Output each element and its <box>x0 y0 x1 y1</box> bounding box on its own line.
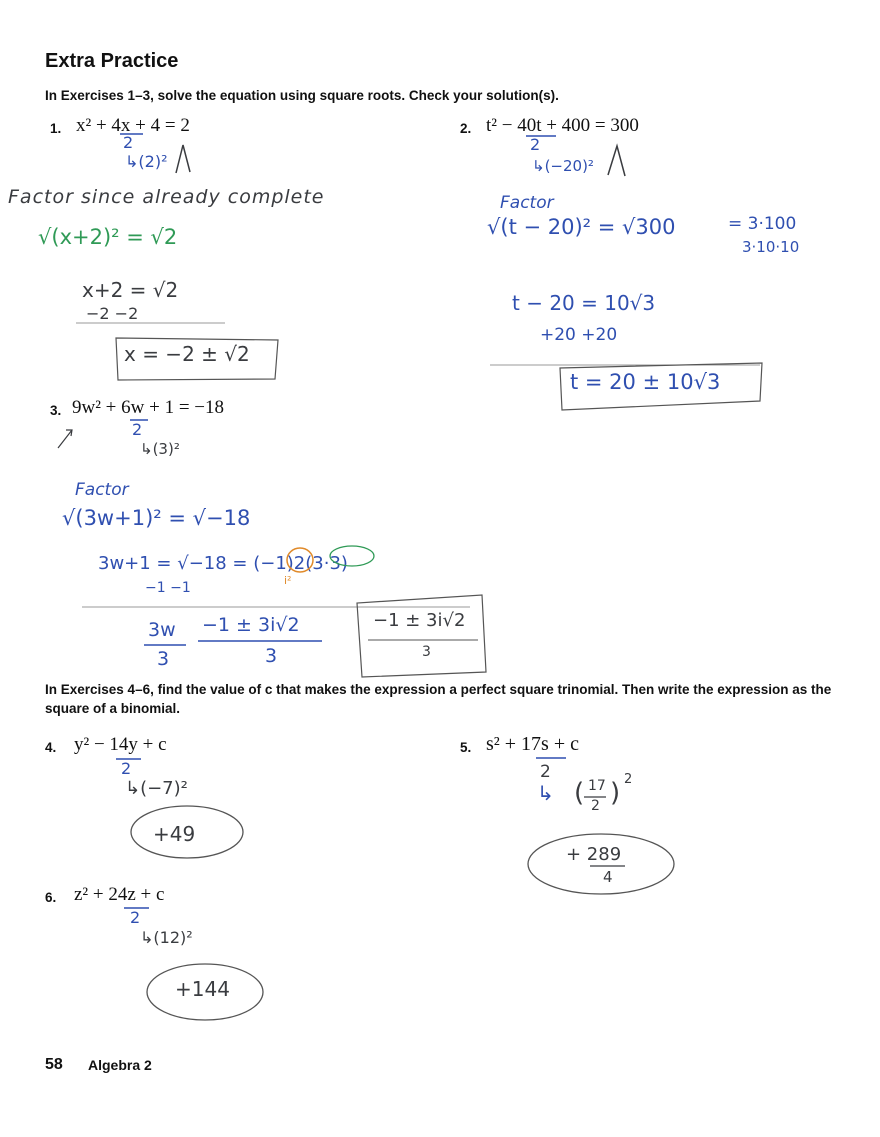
p2-side2: 3·10·10 <box>742 238 800 256</box>
problem-6-expression: z² + 24z + c <box>74 884 165 905</box>
p1-step2: x+2 = √2 <box>82 278 179 302</box>
p2-step2: t − 20 = 10√3 <box>512 291 656 315</box>
problem-number-6: 6. <box>45 890 57 905</box>
p5-paren-close: ) <box>610 778 621 808</box>
p3-half: 2 <box>132 420 143 439</box>
p3-answer-num: −1 ± 3i√2 <box>373 610 466 631</box>
p3-frac-rhs-den: 3 <box>265 645 278 667</box>
p5-arrow-icon: ↳ <box>537 781 554 805</box>
book-title: Algebra 2 <box>88 1057 152 1073</box>
p5-square-den: 2 <box>591 798 600 814</box>
p6-answer: +144 <box>175 977 230 1001</box>
problem-number-3: 3. <box>50 403 62 418</box>
p2-square: ↳(−20)² <box>532 157 594 175</box>
p6-answer-circle <box>147 964 263 1020</box>
p3-frac-lhs-num: 3w <box>148 619 176 641</box>
p1-answer-box <box>116 338 278 380</box>
p3-answer-den: 3 <box>422 644 431 660</box>
p3-step3: −1 −1 <box>145 580 191 596</box>
p3-frac-rhs-num: −1 ± 3i√2 <box>202 614 300 636</box>
p5-half: 2 <box>540 762 551 782</box>
p5-exponent: 2 <box>624 772 633 787</box>
problem-number-2: 2. <box>460 121 472 136</box>
p1-step3: −2 −2 <box>86 304 139 323</box>
p6-square: ↳(12)² <box>140 928 193 947</box>
p2-step3: +20 +20 <box>540 325 618 345</box>
p5-answer-num: + 289 <box>566 844 622 865</box>
p1-half: 2 <box>123 133 134 152</box>
p4-half: 2 <box>121 759 132 778</box>
p4-square: ↳(−7)² <box>125 778 188 799</box>
p3-step1: √(3w+1)² = √−18 <box>62 506 251 530</box>
problem-number-1: 1. <box>50 121 62 136</box>
p1-note: Factor since already complete <box>8 186 325 208</box>
problem-number-5: 5. <box>460 740 472 755</box>
p2-half: 2 <box>530 135 541 154</box>
p2-step1: √(t − 20)² = √300 <box>487 215 676 239</box>
p3-circle-neg1 <box>287 548 313 572</box>
problem-2-equation: t² − 40t + 400 = 300 <box>486 115 639 136</box>
problem-4-expression: y² − 14y + c <box>74 734 167 755</box>
p3-i2-note: i² <box>284 574 292 587</box>
p4-answer: +49 <box>153 822 196 846</box>
p5-answer-den: 4 <box>603 868 613 886</box>
p3-step2: 3w+1 = √−18 = (−1)2(3·3) <box>98 553 348 574</box>
p3-square: ↳(3)² <box>140 440 180 458</box>
p1-step1: √(x+2)² = √2 <box>38 225 178 249</box>
problem-number-4: 4. <box>45 740 57 755</box>
page-title: Extra Practice <box>45 50 179 72</box>
p2-answer: t = 20 ± 10√3 <box>570 370 721 394</box>
p3-circle-33 <box>330 546 374 566</box>
section1-instructions: In Exercises 1–3, solve the equation using square roots. Check your solution(s). <box>45 88 559 103</box>
p5-paren-open: ( <box>574 778 585 808</box>
problem-5-expression: s² + 17s + c <box>486 733 579 755</box>
p2-caret-mark <box>608 146 625 176</box>
section2-instructions: In Exercises 4–6, find the value of c that makes the expression a perfect square trinomial. Then write the expression as the square of a binomial. <box>45 682 832 716</box>
p1-caret-mark <box>176 145 190 173</box>
p1-square: ↳(2)² <box>125 152 168 171</box>
p5-answer-circle <box>528 834 674 894</box>
page-number: 58 <box>45 1056 63 1073</box>
p2-answer-box <box>560 363 762 410</box>
p3-arrow-mark <box>58 430 72 448</box>
p4-answer-circle <box>131 806 243 858</box>
problem-1-equation: x² + 4x + 4 = 2 <box>76 115 190 136</box>
p5-square-num: 17 <box>588 778 606 794</box>
p6-half: 2 <box>130 908 141 927</box>
p3-frac-lhs-den: 3 <box>157 648 170 670</box>
p1-answer: x = −2 ± √2 <box>124 342 250 366</box>
p3-note: Factor <box>75 480 129 500</box>
problem-3-equation: 9w² + 6w + 1 = −18 <box>72 397 224 418</box>
p2-note: Factor <box>500 193 554 213</box>
p2-side1: = 3·100 <box>728 214 797 234</box>
